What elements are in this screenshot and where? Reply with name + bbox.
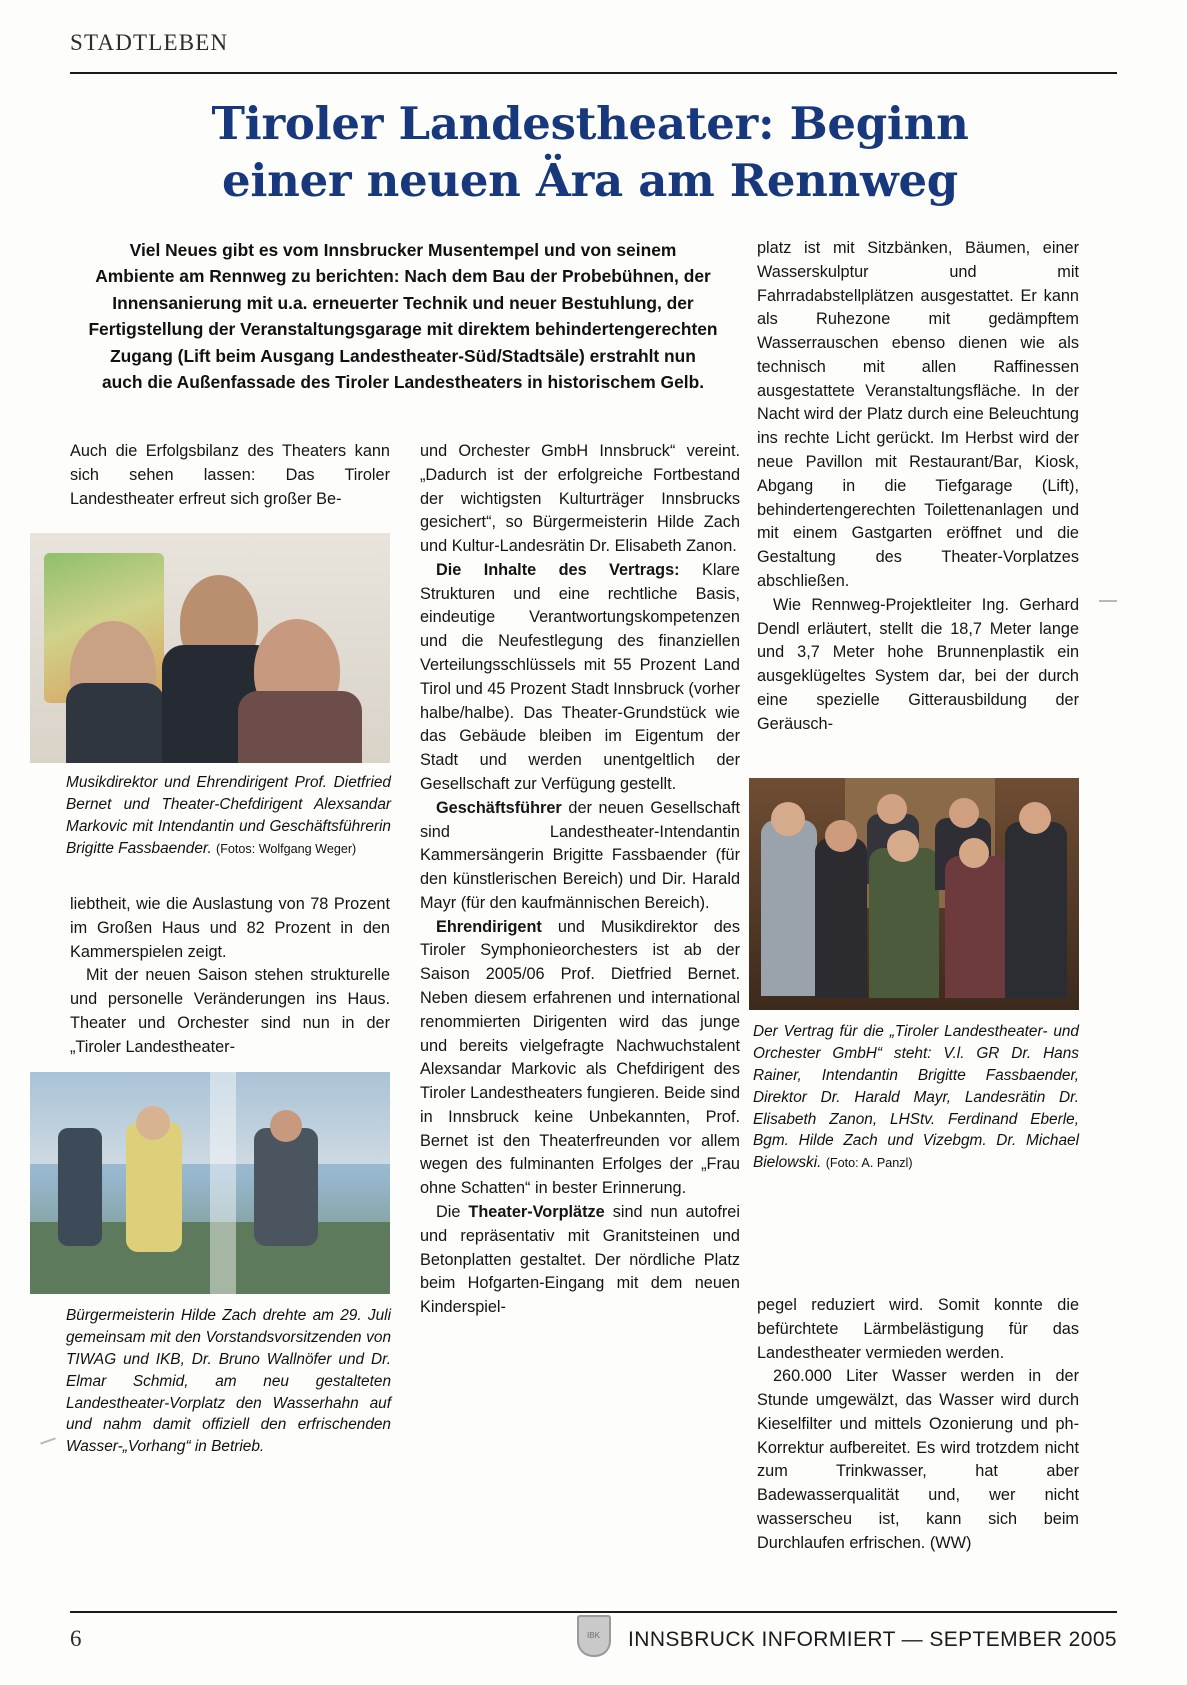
paragraph (420, 916, 740, 1201)
paragraph: Auch die Erfolgsbilanz des Theaters kann sich sehen lassen: Das Tiroler Landestheater erfreut sich großer Be- (70, 442, 390, 508)
paragraph: 260.000 Liter Wasser werden in der Stunde umgewälzt, das Wasser wird durch Kieselfilter und mittels Ozonierung und ph-Korrektur aufbereitet. Es wird trotzdem nicht zum Trinkwasser, hat aber Badewasserqualität und, wer nicht wasserscheu ist, kann sich beim Durchlaufen erfrischen. (WW) (757, 1367, 1079, 1552)
paragraph (420, 559, 740, 797)
body-column-1-top (70, 440, 390, 511)
paragraph: und Orchester GmbH Innsbruck“ vereint. „Dadurch ist der erfolgreiche Fortbestand der wichtigsten Kulturträger Innsbrucks gesichert“, so Bürgermeisterin Hilde Zach und Kultur-Landesrätin Dr. Elisabeth Zanon. (420, 442, 740, 556)
photo-vertragsunterzeichnung-gruppe (749, 778, 1079, 1010)
scan-edge-mark (40, 1437, 56, 1444)
photo-bernet-markovic-fassbaender (30, 533, 390, 763)
lead-paragraph: Viel Neues gibt es vom Innsbrucker Musentempel und von seinem Ambiente am Rennweg zu berichten: Nach dem Bau der Probebühnen, der Innensanierung mit u.a. erneuerter Technik und neuer Bestuhlung, der Fertigstellung der Veranstaltungsgarage mit direktem behindertengerechten Zugang (Lift beim Ausgang Landestheater-Süd/Stadtsäle) erstrahlt nun auch die Außenfassade des Tiroler Landestheaters in historischem Gelb. (88, 240, 718, 393)
paragraph (420, 1201, 740, 1320)
body-column-3-bottom (757, 1294, 1079, 1556)
paragraph-prefix: Die (436, 1203, 469, 1221)
photo-caption-1 (66, 772, 391, 860)
headline-line-2: einer neuen Ära am Rennweg (222, 154, 958, 208)
publication-footer: INNSBRUCK INFORMIERT — SEPTEMBER 2005 (628, 1628, 1117, 1651)
body-column-2 (420, 440, 740, 1320)
photo-credit: (Foto: A. Panzl) (825, 1156, 913, 1171)
paragraph-text: der neuen Gesellschaft sind Landestheater-Intendantin Kammersängerin Brigitte Fassbaender (für den künstlerischen Bereich) und Dir. Harald Mayr (für den kaufmännischen Bereich). (420, 798, 740, 912)
caption-text: Musikdirektor und Ehrendirigent Prof. Dietfried Bernet und Theater-Chefdirigent Alexsandar Markovic mit Intendantin und Geschäftsführerin Brigitte Fassbaender. (66, 774, 391, 857)
footer-rule (70, 1611, 1117, 1613)
header-rule (70, 72, 1117, 74)
photo-credit: (Fotos: Wolfgang Weger) (216, 841, 357, 856)
caption-text: Der Vertrag für die „Tiroler Landestheater- und Orchester GmbH“ steht: V.l. GR Dr. Hans Rainer, Intendantin Brigitte Fassbaender, Direktor Dr. Harald Mayr, Landesrätin Dr. Elisabeth Zanon, LHStv. Ferdinand Eberle, Bgm. Hilde Zach und Vizebgm. Dr. Michael Bielowski. (753, 1023, 1079, 1172)
photo-wasserhahn-vorplatz (30, 1072, 390, 1294)
paragraph: platz ist mit Sitzbänken, Bäumen, einer Wasserskulptur und mit Fahrradabstellplätzen ausgestattet. Er kann als Ruhezone mit gedämpftem Wasserrauschen ebenso dienen wie als technisch mit allen Raffinessen ausgestattete Veranstaltungsfläche. In der Nacht wird der Platz durch eine Beleuchtung ins rechte Licht gerückt. Im Herbst wird der neue Pavillon mit Restaurant/Bar, Kiosk, Abgang in die Tiefgarage (Lift), behindertengerechten Toilettenanlagen und mit einem Gastgarten eröffnet und die Gestaltung des Theater-Vorplatzes abschließen. (757, 239, 1079, 590)
caption-text: Bürgermeisterin Hilde Zach drehte am 29. Juli gemeinsam mit den Vorstandsvorsitzenden von TIWAG und IKB, Dr. Bruno Wallnöfer und Dr. Elmar Schmid, am neu gestalteten Landestheater-Vorplatz den Wasserhahn auf und nahm damit offiziell den erfrischenden Wasser-„Vorhang“ in Betrieb. (66, 1307, 391, 1456)
body-column-1-bottom (70, 893, 390, 1059)
paragraph-lead-in: Die Inhalte des Vertrags: (436, 560, 680, 579)
paragraph-lead-in: Theater-Vorplätze (468, 1203, 605, 1221)
city-crest-icon (577, 1615, 611, 1657)
page-number: 6 (70, 1626, 82, 1651)
page-title (110, 95, 1070, 209)
paragraph-lead-in: Geschäftsführer (436, 798, 562, 817)
section-kicker-text: STADTLEBEN (70, 30, 229, 55)
paragraph (420, 797, 740, 916)
paragraph-text: und Musikdirektor des Tiroler Symphonieorchesters ist ab der Saison 2005/06 Prof. Dietfried Bernet. Neben diesem erfahrenen und international renommierten Dirigenten wird das junge und bereits vielgefragte Nachwuchstalent Alexsandar Markovic als Chefdirigent des Tiroler Landestheaters fungieren. Beide sind in Innsbruck keine Unbekannten, Prof. Bernet ist den Theaterfreunden vor allem wegen des fulminanten Erfolges der „Frau ohne Schatten“ in bester Erinnerung. (420, 917, 740, 1198)
paragraph-text: Klare Strukturen und eine rechtliche Basis, eindeutige Verantwortungskompetenzen und die Neufestlegung des finanziellen Verteilungsschlüssels mit 55 Prozent Land Tirol und 45 Prozent Stadt Innsbruck (vorher halbe/halbe). Das Theater-Grundstück wie das Gebäude bleiben im Eigentum der Stadt und werden unentgeltlich der Gesellschaft zur Verfügung gestellt. (420, 560, 740, 793)
paragraph: Mit der neuen Saison stehen strukturelle und personelle Veränderungen ins Haus. Theater und Orchester sind nun in der „Tiroler Landestheater- (70, 966, 390, 1056)
scan-edge-mark (1099, 600, 1117, 602)
body-column-3-top (757, 237, 1079, 736)
paragraph-lead-in: Ehrendirigent (436, 917, 542, 936)
paragraph: liebtheit, wie die Auslastung von 78 Prozent im Großen Haus und 82 Prozent in den Kammerspielen zeigt. (70, 895, 390, 961)
paragraph: Wie Rennweg-Projektleiter Ing. Gerhard Dendl erläutert, stellt die 18,7 Meter lange und 3,7 Meter hohe Brunnenplastik ein ausgeklügeltes System dar, bei der durch eine spezielle Gitterausbildung der Geräusch- (757, 595, 1079, 733)
crest-label: IBK (587, 1630, 600, 1640)
paragraph-text: sind nun autofrei und repräsentativ mit Granitsteinen und Betonplatten gestaltet. Der nördliche Platz beim Hofgarten-Eingang mit dem neuen Kinderspiel- (420, 1203, 740, 1317)
photo-caption-2 (66, 1305, 391, 1458)
section-kicker (70, 30, 228, 56)
photo-caption-3 (753, 1021, 1079, 1174)
headline-line-1: Tiroler Landestheater: Beginn (211, 97, 969, 150)
paragraph: pegel reduziert wird. Somit konnte die befürchtete Lärmbelästigung für das Landestheater vermieden werden. (757, 1296, 1079, 1362)
